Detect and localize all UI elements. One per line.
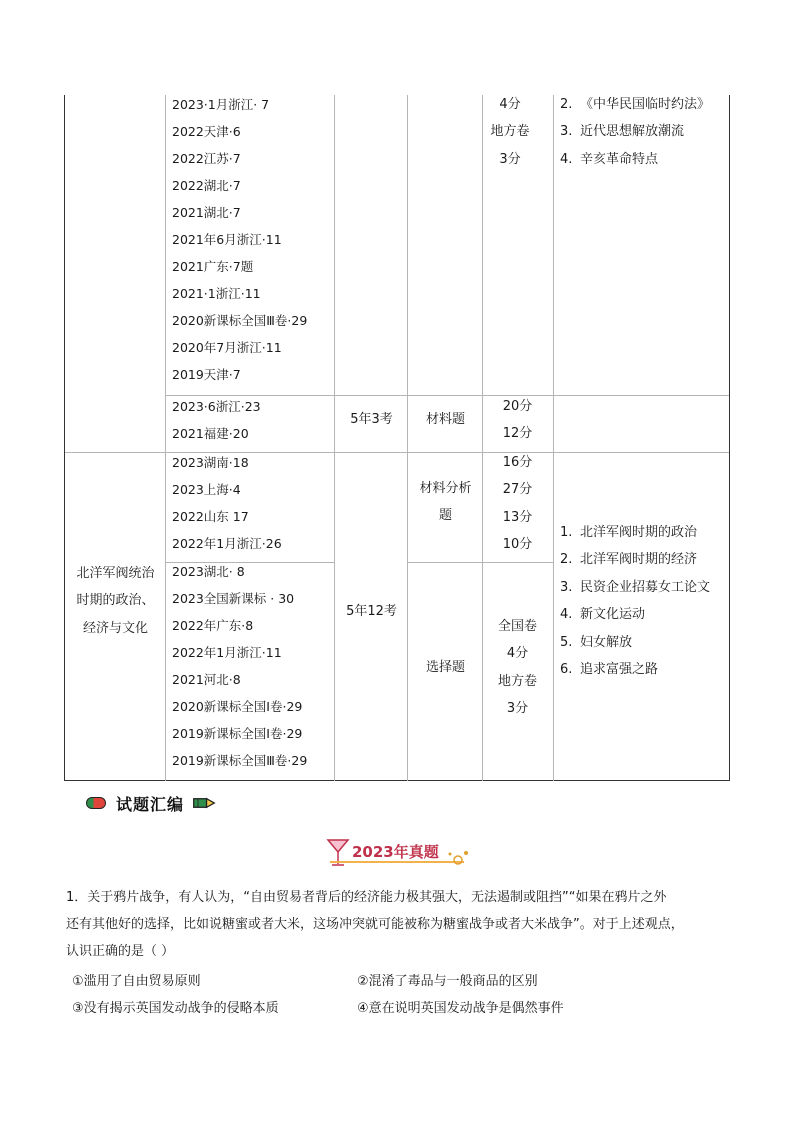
exam-item: 2023湖北· 8 xyxy=(172,564,245,579)
section-title: 试题汇编 xyxy=(116,794,185,814)
score-item: 20分 xyxy=(502,399,533,414)
point-item: 2. 《中华民国临时约法》 xyxy=(560,97,711,112)
exam-item: 2022年1月浙江·26 xyxy=(172,536,282,551)
score-item: 3分 xyxy=(499,151,521,167)
score-item: 12分 xyxy=(502,426,533,442)
option-4: ④意在说明英国发动战争是偶然事件 xyxy=(357,1001,564,1016)
block3b-question-type xyxy=(408,654,483,681)
point-item: 3. 民资企业招募女工论文 xyxy=(560,579,711,595)
exam-item: 2021河北·8 xyxy=(172,672,241,687)
block2-frequency xyxy=(335,406,408,433)
point-item: 5. 妇女解放 xyxy=(560,634,633,650)
score-item: 4分 xyxy=(506,646,529,662)
exam-item: 2022年广东·8 xyxy=(172,618,254,633)
pencil-icon xyxy=(192,797,216,809)
score-item: 10分 xyxy=(502,537,533,553)
section-header xyxy=(86,792,216,814)
exam-item: 2021·1浙江·11 xyxy=(172,286,261,301)
question-type-text: 选择题 xyxy=(425,660,465,675)
exam-item: 2022江苏·7 xyxy=(172,151,241,166)
block3-frequency xyxy=(335,598,408,625)
point-item: 4. 新文化运动 xyxy=(560,607,646,623)
score-item: 16分 xyxy=(502,455,533,470)
question-type-line: 材料分析 xyxy=(419,481,472,496)
frequency-text: 5年12考 xyxy=(346,604,397,619)
exam-item: 2020新课标全国Ⅰ卷·29 xyxy=(172,699,303,714)
pill-icon xyxy=(86,797,106,809)
exam-item: 2023·1月浙江· 7 xyxy=(172,97,270,112)
block2-scores xyxy=(482,393,553,448)
exam-item: 2021福建·20 xyxy=(172,426,249,441)
block1-exam-list xyxy=(172,91,307,388)
topic-line: 时期的政治、 xyxy=(76,593,155,609)
question-type-line: 题 xyxy=(438,508,452,524)
year-banner xyxy=(322,834,472,874)
exam-item: 2020新课标全国Ⅲ卷·29 xyxy=(172,313,308,328)
block1-points xyxy=(560,91,710,173)
block3a-exam-list xyxy=(172,449,282,557)
topic-line: 经济与文化 xyxy=(82,620,148,636)
block2-question-type xyxy=(408,406,483,433)
score-item: 13分 xyxy=(502,509,533,525)
exam-item: 2023全国新课标 · 30 xyxy=(172,591,295,606)
exam-item: 2019天津·7 xyxy=(172,367,241,382)
score-item: 地方卷 xyxy=(490,124,530,140)
point-item: 3. 近代思想解放潮流 xyxy=(560,124,685,140)
exam-item: 2023·6浙江·23 xyxy=(172,399,261,414)
exam-item: 2021广东·7题 xyxy=(172,259,254,274)
question-line: 认识正确的是（ ） xyxy=(66,944,175,959)
question-line: 1．关于鸦片战争，有人认为，“自由贸易者背后的经济能力极其强大，无法遏制或阻挡”“如果在鸦片之外 xyxy=(66,890,667,905)
year-label: 2023年真题 xyxy=(352,843,439,861)
question-type-text: 材料题 xyxy=(425,412,465,427)
point-item: 6. 追求富强之路 xyxy=(560,661,659,677)
score-item: 4分 xyxy=(499,97,521,112)
block3b-exam-list xyxy=(172,558,307,774)
block1-scores xyxy=(482,91,538,173)
exam-item: 2022湖北·7 xyxy=(172,178,241,193)
score-item: 地方卷 xyxy=(497,673,537,689)
question-stem xyxy=(66,884,684,965)
score-item: 27分 xyxy=(502,482,533,498)
exam-item: 2021年6月浙江·11 xyxy=(172,232,282,247)
point-item: 2. 北洋军阀时期的经济 xyxy=(560,552,698,568)
block3b-scores xyxy=(482,613,553,723)
option-2: ②混淆了毒品与一般商品的区别 xyxy=(357,974,538,989)
point-item: 1. 北洋军阀时期的政治 xyxy=(560,525,698,540)
frequency-text: 5年3考 xyxy=(350,412,393,427)
exam-item: 2022天津·6 xyxy=(172,124,241,139)
exam-item: 2022年1月浙江·11 xyxy=(172,645,282,660)
block3-topic xyxy=(66,560,165,642)
block2-exam-list xyxy=(172,393,261,447)
exam-item: 2022山东 17 xyxy=(172,509,249,524)
block3a-scores xyxy=(482,449,553,559)
score-item: 全国卷 xyxy=(497,619,537,634)
exam-item: 2023上海·4 xyxy=(172,482,241,497)
question-line: 还有其他好的选择，比如说糖蜜或者大米，这场冲突就可能被称为糖蜜战争或者大米战争”。对于上述观点， xyxy=(66,917,684,932)
score-item: 3分 xyxy=(506,701,529,717)
exam-item: 2019新课标全国Ⅰ卷·29 xyxy=(172,726,303,741)
point-item: 4. 辛亥革命特点 xyxy=(560,151,659,167)
exam-item: 2023湖南·18 xyxy=(172,455,249,470)
exam-item: 2020年7月浙江·11 xyxy=(172,340,282,355)
option-1: ①滥用了自由贸易原则 xyxy=(72,974,201,989)
block3-points xyxy=(560,519,710,683)
block3a-question-type xyxy=(408,475,483,530)
topic-line: 北洋军阀统治 xyxy=(76,566,155,581)
exam-item: 2021湖北·7 xyxy=(172,205,241,220)
exam-item: 2019新课标全国Ⅲ卷·29 xyxy=(172,753,308,768)
option-3: ③没有揭示英国发动战争的侵略本质 xyxy=(72,1001,279,1016)
